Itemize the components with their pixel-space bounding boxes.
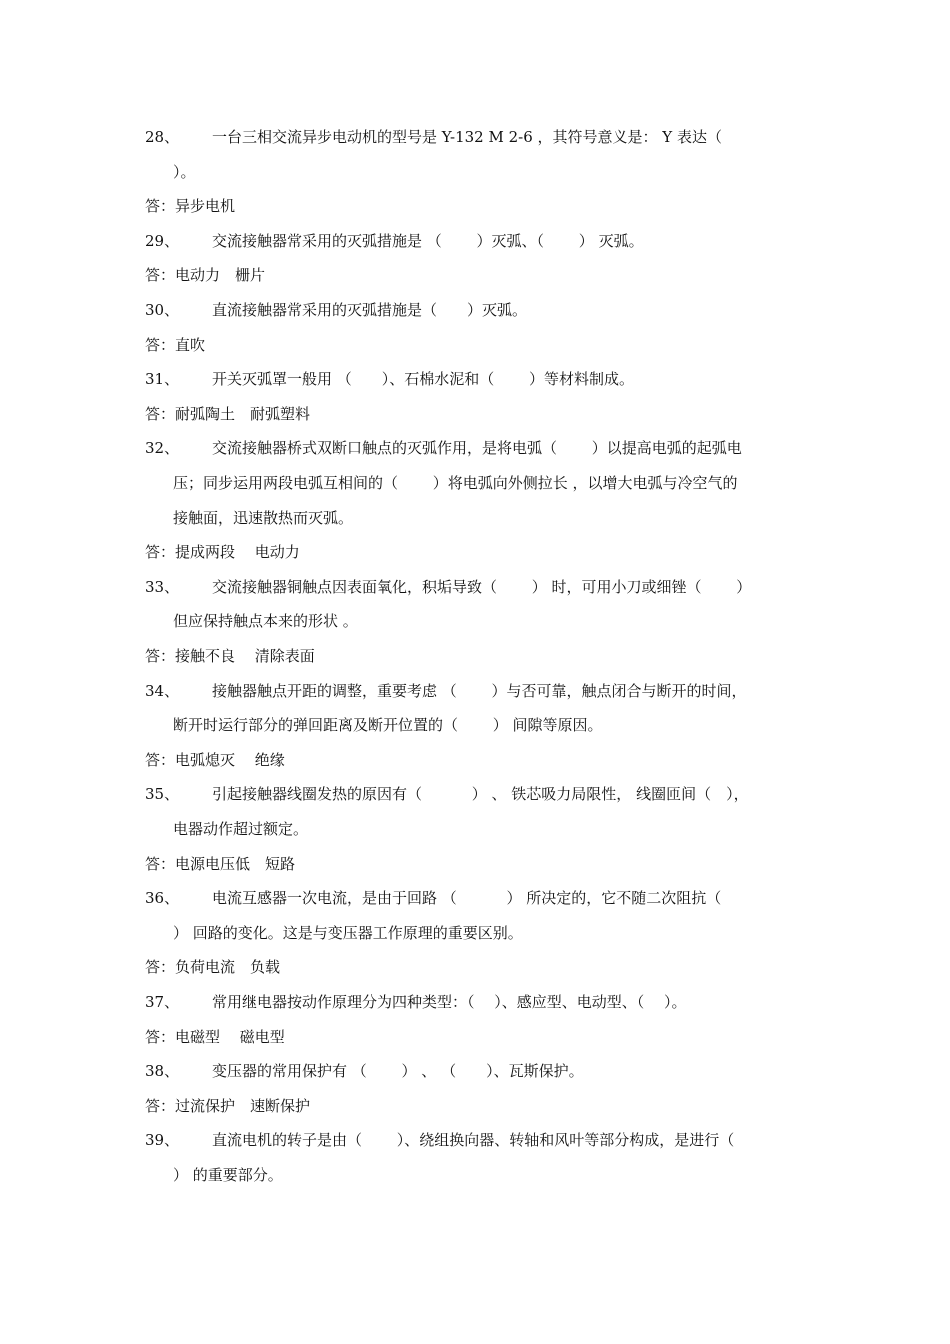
question-text: 一台三相交流异步电动机的型号是 Y-132 M 2-6 ，其符号意义是： Y 表达（ <box>212 128 722 146</box>
question-text-continued: 接触面，迅速散热而灭弧。 <box>173 508 354 527</box>
question-number: 30、 <box>145 301 180 319</box>
answer-text: 答：接触不良 清除表面 <box>145 647 315 665</box>
question-text: 直流接触器常采用的灭弧措施是（ ）灭弧。 <box>212 301 528 319</box>
answer-text: 答：负荷电流 负载 <box>145 958 281 977</box>
question-number: 38、 <box>145 1062 180 1081</box>
question-text: 交流接触器铜触点因表面氧化，积垢导致（ ） 时，可用小刀或细锉（ ） <box>212 577 752 596</box>
question-text: 变压器的常用保护有 （ ） 、 （ ）、瓦斯保护。 <box>212 1062 584 1081</box>
question-text-continued: 电器动作超过额定。 <box>173 820 309 838</box>
answer-text: 答：电动力 栅片 <box>145 266 266 285</box>
question-text-continued: ）。 <box>173 162 196 181</box>
answer-text: 答：过流保护 速断保护 <box>145 1096 311 1115</box>
question-text: 引起接触器线圈发热的原因有（ ） 、 铁芯吸力局限性， 线圈匝间（ ）， <box>212 785 749 804</box>
question-text-continued: 压；同步运用两段电弧互相间的（ ）将电弧向外侧拉长 ，以增大电弧与冷空气的 <box>173 474 738 492</box>
answer-text: 答：电源电压低 短路 <box>145 854 296 873</box>
question-text: 交流接触器常采用的灭弧措施是 （ ）灭弧、（ ） 灭弧。 <box>212 231 644 250</box>
answer-text: 答：异步电机 <box>145 197 236 216</box>
question-number: 34、 <box>145 681 180 700</box>
question-number: 36、 <box>145 889 180 908</box>
question-number: 39、 <box>145 1131 180 1150</box>
question-text: 开关灭弧罩一般用 （ ）、石棉水泥和（ ）等材料制成。 <box>212 370 635 389</box>
answer-text: 答：耐弧陶土 耐弧塑料 <box>145 404 311 423</box>
question-number: 31、 <box>145 370 180 389</box>
question-number: 29、 <box>145 231 180 250</box>
answer-text: 答：电弧熄灭 绝缘 <box>145 750 285 769</box>
answer-text: 答：直吹 <box>145 335 206 354</box>
question-text-continued: ） 的重要部分。 <box>173 1166 283 1184</box>
question-number: 28、 <box>145 128 180 146</box>
question-text: 直流电机的转子是由（ ）、绕组换向器、转轴和风叶等部分构成，是进行（ <box>212 1131 735 1150</box>
question-text-continued: ） 回路的变化。这是与变压器工作原理的重要区别。 <box>173 923 523 942</box>
question-text-continued: 断开时运行部分的弹回距离及断开位置的（ ） 间隙等原因。 <box>173 716 603 735</box>
question-text: 接触器触点开距的调整，重要考虑 （ ）与否可靠，触点闭合与断开的时间， <box>212 681 747 700</box>
question-text: 电流互感器一次电流，是由于回路 （ ） 所决定的，它不随二次阻抗（ <box>212 889 722 908</box>
answer-text: 答：电磁型 磁电型 <box>145 1027 285 1046</box>
question-number: 37、 <box>145 993 180 1011</box>
question-text: 常用继电器按动作原理分为四种类型：（ ）、感应型、电动型、（ ）。 <box>212 993 687 1011</box>
question-text: 交流接触器桥式双断口触点的灭弧作用，是将电弧（ ）以提高电弧的起弧电 <box>212 439 742 458</box>
question-number: 32、 <box>145 439 180 458</box>
question-text-continued: 但应保持触点本来的形状 。 <box>173 612 358 631</box>
question-number: 33、 <box>145 577 180 596</box>
answer-text: 答：提成两段 电动力 <box>145 543 300 562</box>
question-number: 35、 <box>145 785 180 804</box>
